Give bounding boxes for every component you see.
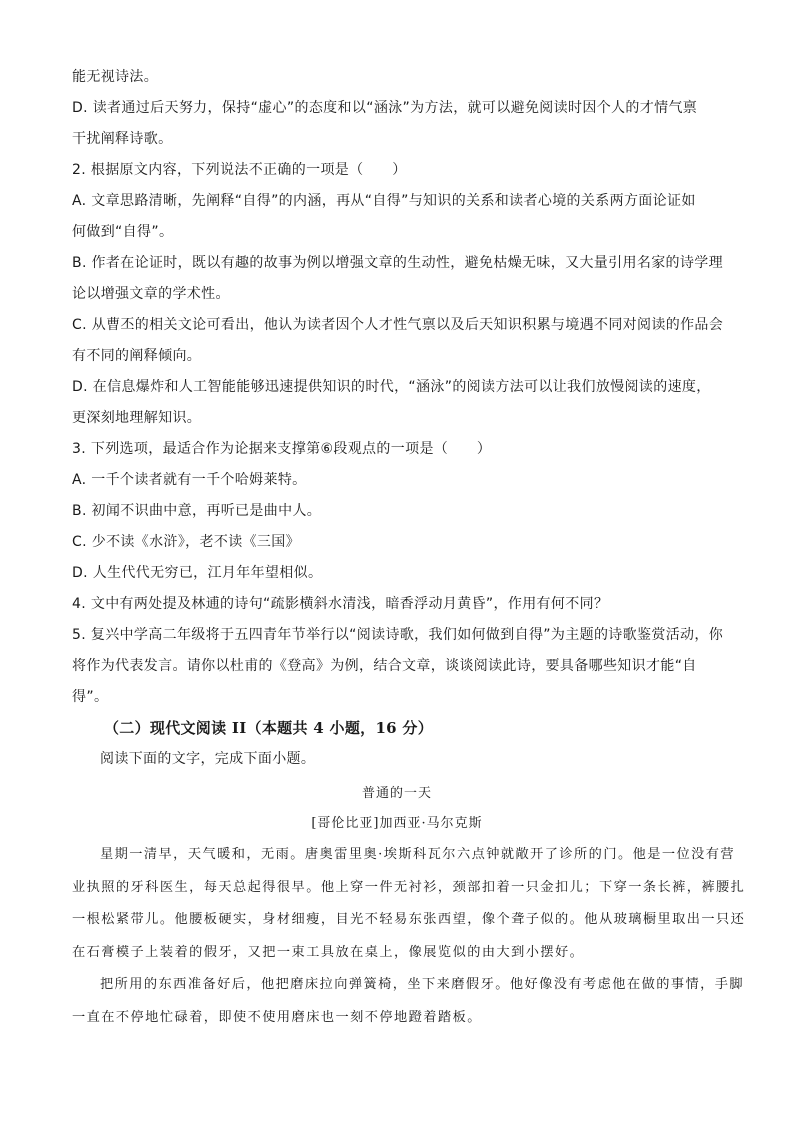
option-a: A. 一千个读者就有一千个哈姆莱特。 [72,472,307,488]
text-line: 得”。 [72,689,109,705]
text-line: 干扰阐释诗歌。 [72,131,173,147]
text-line: 何做到“自得”。 [72,224,174,240]
question-2: 2. 根据原文内容，下列说法不正确的一项是（ ） [72,162,407,178]
question-4: 4. 文中有两处提及林逋的诗句“疏影横斜水清浅，暗香浮动月黄昏”，作用有何不同？ [72,596,609,612]
question-5: 5. 复兴中学高二年级将于五四青年节举行以“阅读诗歌，我们如何做到自得”为主题的诗歌鉴赏活动，你 [72,627,724,643]
story-paragraph-line: 一直在不停地忙碌着，即使不使用磨床也一刻不停地蹬着踏板。 [72,1009,482,1025]
text-line: 更深刻地理解知识。 [72,410,202,426]
story-paragraph-line: 星期一清早，天气暖和，无雨。唐奥雷里奥·埃斯科瓦尔六点钟就敞开了诊所的门。他是一位没有营 [100,847,736,862]
option-d: D. 人生代代无穷已，江月年年望相似。 [72,565,323,581]
section-title: （二）现代文阅读 II（本题共 4 小题，16 分） [104,719,434,737]
option-b: B. 作者在论证时，既以有趣的故事为例以增强文章的生动性，避免枯燥无味，又大量引用名家的诗学理 [72,255,723,271]
text-line: 能无视诗法。 [72,69,159,85]
option-a: A. 文章思路清晰，先阐释“自得”的内涵，再从“自得”与知识的关系和读者心境的关系两方面论证如 [72,193,696,209]
document-page [72,62,746,1034]
story-paragraph-line: 在石膏模子上装着的假牙，又把一束工具放在桌上，像展览似的由大到小摆好。 [72,944,585,960]
story-paragraph-line: 一根松紧带儿。他腰板硬实，身材细瘦，目光不轻易东张西望，像个聋子似的。他从玻璃橱里取出一只还 [72,912,746,927]
option-d: D. 读者通过后天努力，保持“虚心”的态度和以“涵泳”为方法，就可以避免阅读时因个人的才情气禀 [72,100,698,116]
question-3: 3. 下列选项，最适合作为论据来支撑第⑥段观点的一项是（ ） [72,441,492,457]
story-paragraph-line: 业执照的牙科医生，每天总起得很早。他上穿一件无衬衫，颈部扣着一只金扣儿；下穿一条长裤，裤腰扎 [72,879,746,895]
text-line: 将作为代表发言。请你以杜甫的《登高》为例，结合文章，谈谈阅读此诗，要具备哪些知识才能“自 [72,658,697,674]
instruction: 阅读下面的文字，完成下面小题。 [100,751,316,767]
option-c: C. 少不读《水浒》，老不读《三国》 [72,534,300,550]
option-b: B. 初闻不识曲中意，再听已是曲中人。 [72,503,322,519]
text-line: 论以增强文章的学术性。 [72,286,230,302]
option-c: C. 从曹丕的相关文论可看出，他认为读者因个人才性气禀以及后天知识积累与境遇不同对阅读的作品会 [72,317,724,333]
option-d: D. 在信息爆炸和人工智能能够迅速提供知识的时代，“涵泳”的阅读方法可以让我们放慢阅读的速度， [72,379,711,395]
story-author: [哥伦比亚]加西亚·马尔克斯 [311,816,483,831]
text-line: 有不同的阐释倾向。 [72,348,202,364]
story-paragraph-line: 把所用的东西准备好后，他把磨床拉向弹簧椅，坐下来磨假牙。他好像没有考虑他在做的事情，手脚 [100,977,745,992]
story-title: 普通的一天 [361,786,432,801]
